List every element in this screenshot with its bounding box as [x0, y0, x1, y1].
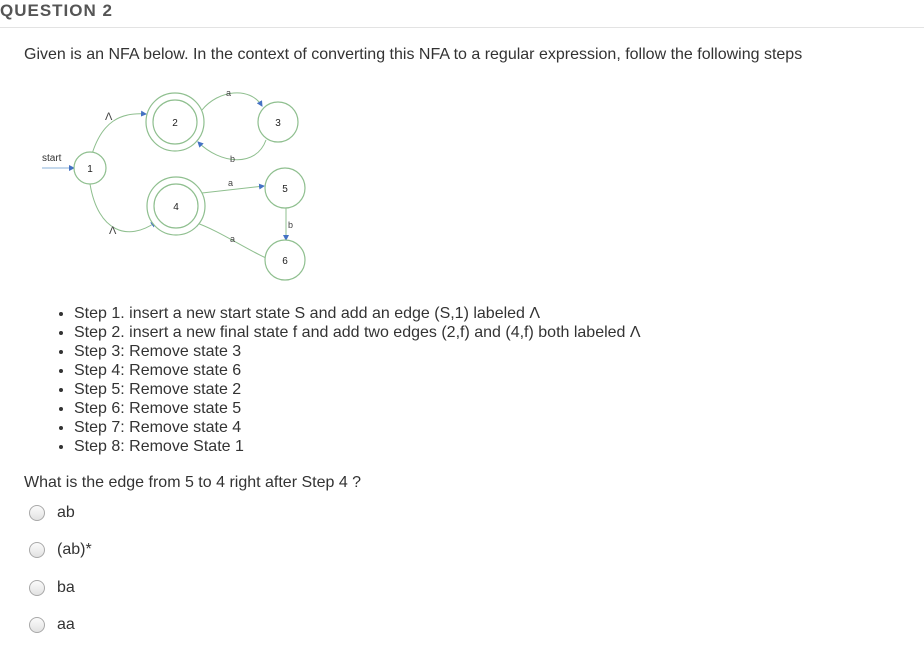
step-item: • Step 4: Remove state 6 — [74, 361, 641, 380]
step-item: • Step 7: Remove state 4 — [74, 418, 641, 437]
option-aa[interactable] — [29, 614, 75, 636]
svg-text:2: 2 — [172, 118, 178, 129]
step-item: • Step 1. insert a new start state S and add an edge (S,1) labeled Λ — [74, 304, 641, 323]
edge-label-4-5: a — [228, 178, 234, 188]
question-ask: What is the edge from 5 to 4 right after Step 4 ? — [24, 474, 362, 491]
option-ab-star[interactable] — [29, 539, 92, 561]
state-6 — [265, 240, 305, 280]
svg-text:6: 6 — [282, 256, 288, 267]
step-item: • Step 3: Remove state 3 — [74, 342, 641, 361]
edge-label-1-2: Λ — [105, 111, 113, 123]
nfa-diagram — [34, 82, 324, 292]
question-title: QUESTION 2 — [0, 1, 113, 20]
state-2-accepting — [146, 93, 204, 151]
start-label: start — [42, 153, 62, 164]
edge-label-2-3: a — [226, 88, 232, 98]
option-ba[interactable] — [29, 577, 75, 599]
edge-label-1-4: Λ — [109, 225, 117, 237]
option-label: ba — [57, 579, 75, 596]
edge-1-to-2 — [92, 114, 146, 154]
edge-label-3-2: b — [230, 154, 236, 164]
state-4-accepting — [147, 177, 205, 235]
radio-button[interactable] — [29, 580, 45, 596]
step-item: • Step 8: Remove State 1 — [74, 437, 641, 456]
title-divider — [0, 27, 924, 28]
edge-2-to-3 — [202, 93, 262, 110]
radio-button[interactable] — [29, 505, 45, 521]
option-label: aa — [57, 616, 75, 633]
edge-label-5-6: b — [288, 220, 294, 230]
svg-text:4: 4 — [173, 202, 179, 213]
state-1 — [74, 152, 106, 184]
svg-text:1: 1 — [87, 164, 93, 175]
radio-button[interactable] — [29, 542, 45, 558]
state-5 — [265, 168, 305, 208]
question-prompt: Given is an NFA below. In the context of converting this NFA to a regular expression, follow the following steps — [24, 46, 803, 63]
edge-1-to-4 — [90, 184, 156, 232]
option-ab[interactable] — [29, 502, 75, 524]
step-item: • Step 6: Remove state 5 — [74, 399, 641, 418]
state-3 — [258, 102, 298, 142]
option-label: (ab)* — [57, 541, 92, 558]
radio-button[interactable] — [29, 617, 45, 633]
option-label: ab — [57, 504, 75, 521]
step-item: • Step 5: Remove state 2 — [74, 380, 641, 399]
svg-text:3: 3 — [275, 118, 281, 129]
steps-list — [56, 304, 641, 456]
edge-label-6-4: a — [230, 234, 236, 244]
svg-text:5: 5 — [282, 184, 288, 195]
step-item: • Step 2. insert a new final state f and add two edges (2,f) and (4,f) both labeled Λ — [74, 323, 641, 342]
